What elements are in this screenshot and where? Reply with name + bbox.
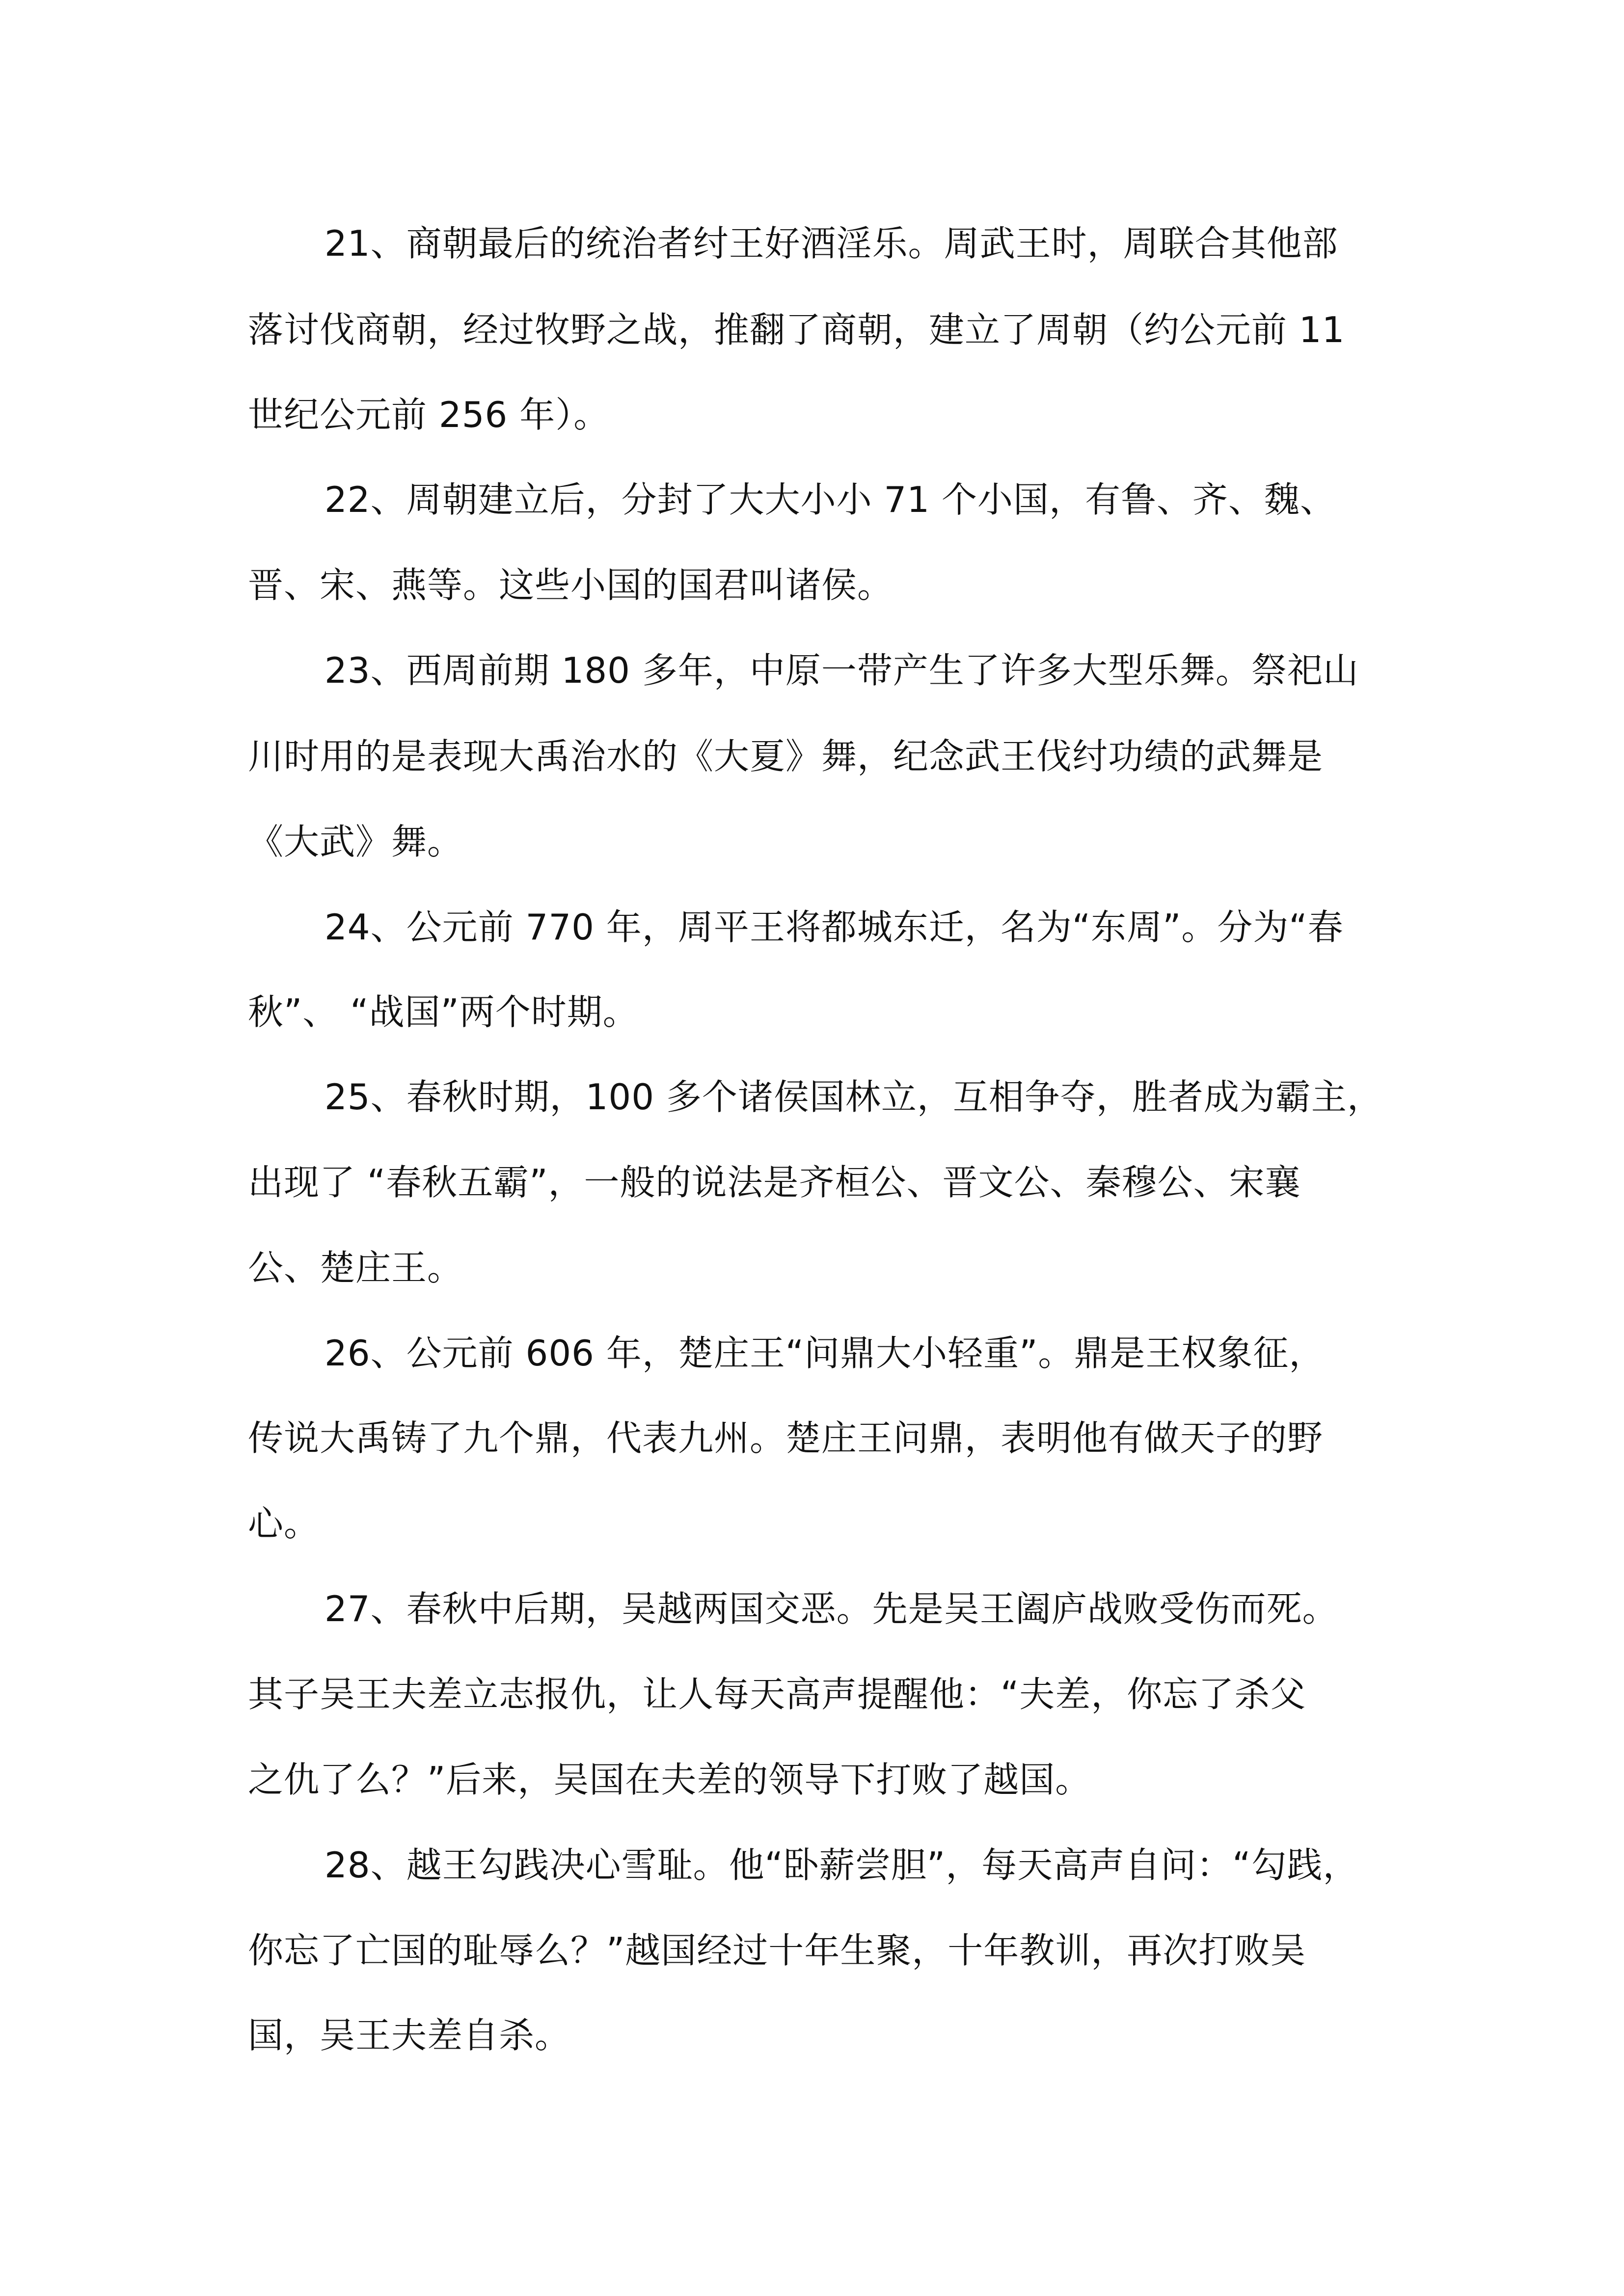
paragraph-21-line-3: 世纪公元前 256 年）。 bbox=[248, 394, 610, 435]
paragraph-21-line-2: 落讨伐商朝，经过牧野之战，推翻了商朝，建立了周朝（约公元前 11 bbox=[248, 309, 1345, 350]
paragraph-24-line-2: 秋”、 “战国”两个时期。 bbox=[248, 991, 639, 1033]
paragraph-22-line-1: 22、周朝建立后，分封了大大小小 71 个小国，有鲁、齐、魏、 bbox=[325, 479, 1336, 520]
paragraph-24-line-1: 24、公元前 770 年，周平王将都城东迁，名为“东周”。分为“春 bbox=[325, 907, 1344, 948]
paragraph-26-line-1: 26、公元前 606 年，楚庄王“问鼎大小轻重”。鼎是王权象征， bbox=[325, 1333, 1325, 1374]
paragraph-28-line-3: 国，吴王夫差自杀。 bbox=[248, 2015, 571, 2056]
paragraph-27-line-2: 其子吴王夫差立志报仇，让人每天高声提醒他：“夫差，你忘了杀父 bbox=[248, 1674, 1306, 1715]
paragraph-25-line-2: 出现了 “春秋五霸”，一般的说法是齐桓公、晋文公、秦穆公、宋襄 bbox=[248, 1162, 1301, 1203]
paragraph-26-line-2: 传说大禹铸了九个鼎，代表九州。楚庄王问鼎，表明他有做天子的野 bbox=[248, 1417, 1324, 1459]
paragraph-21-line-1: 21、商朝最后的统治者纣王好酒淫乐。周武王时，周联合其他部 bbox=[325, 223, 1338, 264]
paragraph-25-line-1: 25、春秋时期，100 多个诸侯国林立，互相争夺，胜者成为霸主， bbox=[325, 1076, 1383, 1118]
paragraph-23-line-3: 《大武》舞。 bbox=[248, 821, 463, 862]
paragraph-27-line-1: 27、春秋中后期，吴越两国交恶。先是吴王阖庐战败受伤而死。 bbox=[325, 1588, 1338, 1629]
paragraph-28-line-1: 28、越王勾践决心雪耻。他“卧薪尝胆”，每天高声自问：“勾践， bbox=[325, 1844, 1359, 1886]
paragraph-22-line-2: 晋、宋、燕等。这些小国的国君叫诸侯。 bbox=[248, 564, 893, 606]
paragraph-25-line-3: 公、楚庄王。 bbox=[248, 1247, 463, 1288]
paragraph-26-line-3: 心。 bbox=[248, 1503, 320, 1544]
paragraph-28-line-2: 你忘了亡国的耻辱么？”越国经过十年生聚，十年教训，再次打败吴 bbox=[248, 1930, 1306, 1971]
paragraph-27-line-3: 之仇了么？”后来，吴国在夫差的领导下打败了越国。 bbox=[248, 1759, 1091, 1800]
paragraph-23-line-1: 23、西周前期 180 多年，中原一带产生了许多大型乐舞。祭祀山 bbox=[325, 650, 1359, 691]
paragraph-23-line-2: 川时用的是表现大禹治水的《大夏》舞，纪念武王伐纣功绩的武舞是 bbox=[248, 736, 1324, 777]
